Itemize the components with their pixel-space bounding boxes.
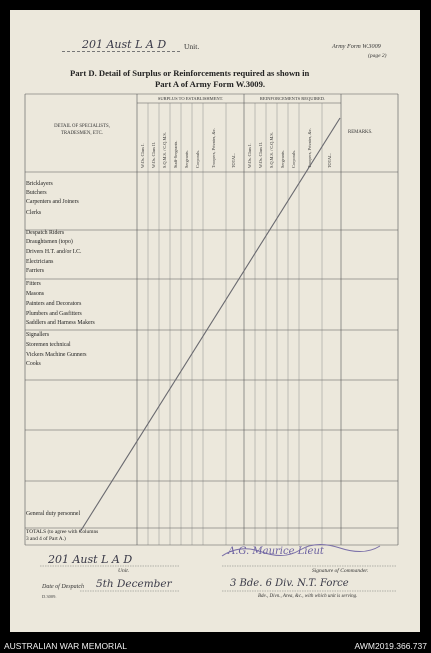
row-label: Bricklayers (26, 181, 53, 187)
unit-label: Unit. (184, 42, 200, 51)
row-label: Plumbers and Gasfitters (26, 311, 82, 317)
surplus-header: SURPLUS TO ESTABLISHMENT. (157, 96, 224, 101)
reinf-col-header: Troopers, Privates, &c. (307, 128, 312, 168)
form-ref: Army Form W.3009 (332, 43, 381, 50)
left-header: DETAIL OF SPECIALISTS, TRADESMEN, ETC. (54, 124, 110, 136)
reinf-col-header: W.Os. Class I. (247, 143, 252, 168)
date-handwritten: 5th December (96, 578, 172, 590)
signature-caption: Signature of Commander. (312, 568, 369, 574)
row-label: Cooks (26, 361, 41, 367)
row-label: Clerks (26, 210, 42, 216)
remarks-header: REMARKS. (348, 130, 373, 135)
surplus-col-header: S.Q.M.S. / C.Q.M.S. (162, 132, 167, 168)
row-label: Fitters (26, 281, 41, 287)
credit-left: AUSTRALIAN WAR MEMORIAL (4, 641, 127, 651)
row-label: Farriers (26, 268, 45, 274)
title-line1: Part D. Detail of Surplus or Reinforcements required as shown in (70, 68, 310, 78)
row-label: Masons (26, 291, 45, 297)
row-label: Storemen technical (26, 342, 71, 348)
date-label: Date of Despatch (42, 584, 84, 590)
surplus-col-header: Corporals. (195, 149, 200, 168)
row-label: Despatch Riders (26, 230, 65, 236)
reinforcements-header: REINFORCEMENTS REQUIRED. (259, 96, 326, 101)
general-duty-label: General duty personnel (26, 511, 81, 517)
formation-handwritten: 3 Bde. 6 Div. N.T. Force (230, 578, 349, 589)
row-label: Draughtsmen (topo) (26, 239, 73, 245)
credit-right: AWM2019.366.737 (354, 641, 427, 651)
surplus-col-header: Sergeants. (184, 150, 189, 168)
row-label: Saddlers and Harness Makers (26, 320, 95, 326)
totals-label-line1: TOTALS (to agree with Columns (26, 529, 99, 535)
reinf-col-header: W.Os. Class II. (258, 142, 263, 168)
title-line2: Part A of Army Form W.3009. (155, 79, 266, 89)
nil-strike-line (80, 118, 340, 532)
footer-unit-caption: Unit. (118, 568, 130, 574)
surplus-col-header: TOTAL. (231, 153, 236, 168)
form-code: D.3009. (42, 594, 57, 599)
reinf-col-header: TOTAL. (327, 153, 332, 168)
reinf-col-header: Corporals. (291, 149, 296, 168)
row-label: Drivers H.T. and/or I.C. (26, 249, 82, 255)
formation-caption: Bde., Divn., Area, &c., with which unit is serving. (258, 594, 358, 599)
row-label: Vickers Machine Gunners (26, 352, 87, 358)
row-label: Painters and Decorators (26, 301, 82, 307)
surplus-col-header: W.Os. Class I. (140, 143, 145, 168)
surplus-col-header: W.Os. Class II. (151, 142, 156, 168)
surplus-col-header: Troopers, Privates, &c. (211, 128, 216, 168)
signature-handwritten: A.G. Maurice Lieut (228, 546, 324, 557)
row-label: Signallers (26, 332, 50, 338)
totals-label-line2: 3 and 4 of Part A.) (26, 536, 66, 542)
footer-unit-handwritten: 201 Aust L A D (48, 553, 133, 566)
reinf-col-header: Sergeants. (280, 150, 285, 168)
reinf-col-header: S.Q.M.S. / C.Q.M.S. (269, 132, 274, 168)
page-ref: (page 2) (368, 53, 387, 59)
surplus-col-header: Staff-Sergeants. (173, 140, 178, 168)
row-label: Carpenters and Joiners (26, 199, 79, 205)
unit-handwritten: 201 Aust L A D (82, 38, 167, 51)
row-label: Electricians (26, 259, 54, 265)
row-label: Butchers (26, 190, 47, 196)
